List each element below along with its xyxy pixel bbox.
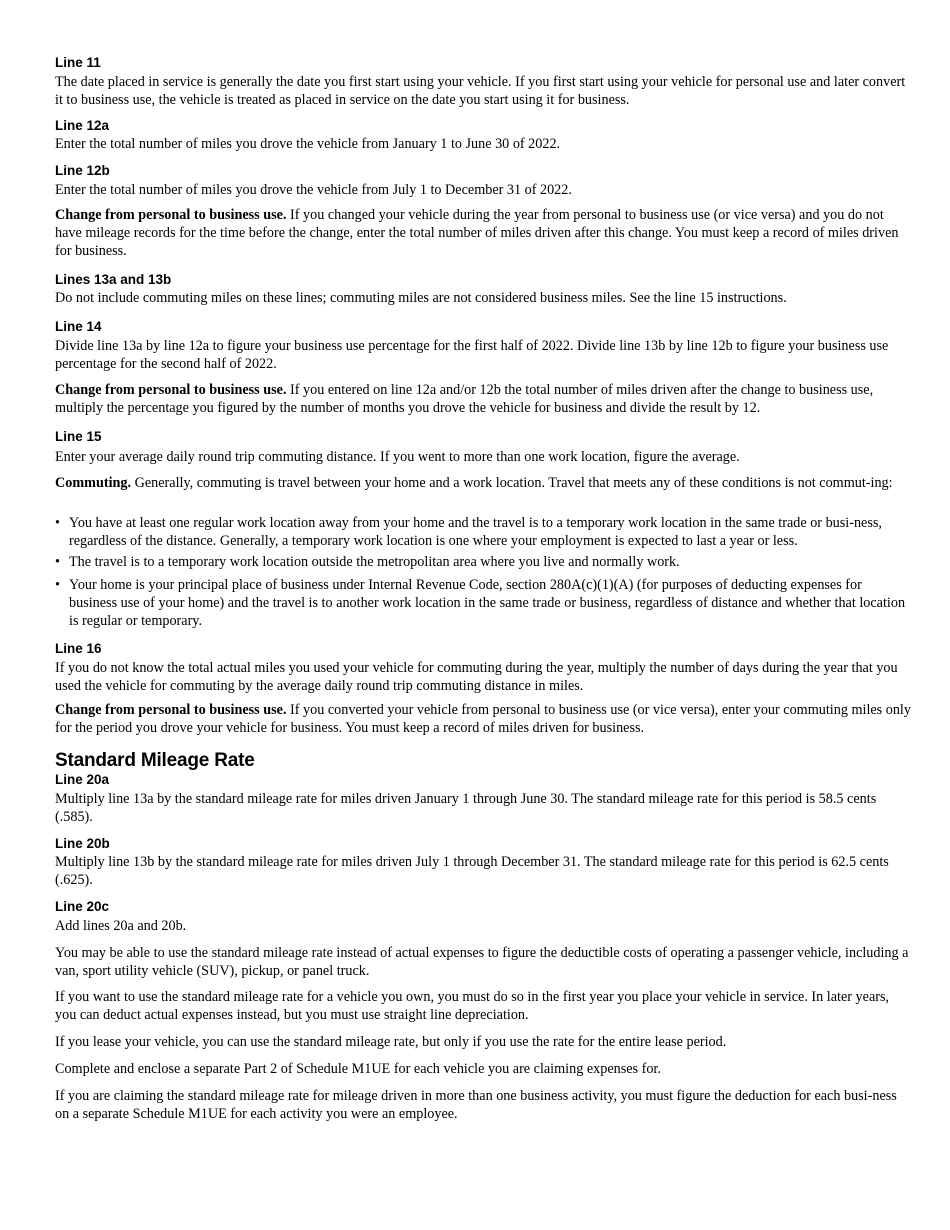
bullet-icon: • (55, 577, 60, 593)
paragraph-line-11: The date placed in service is generally the date you first start using your vehicle. If you first start using your vehicle for personal use and later convert it to business use, the vehicle is treated as placed in service on the date you start using it for business. (55, 74, 906, 108)
bullet-icon: • (55, 554, 60, 570)
paragraph: You may be able to use the standard mileage rate instead of actual expenses to figure the deductible costs of operating a passenger vehicle, including a van, sport utility vehicle (SUV), pickup, or panel truck. (55, 945, 909, 979)
heading-lines-13: Lines 13a and 13b (55, 272, 172, 287)
heading-line-20a: Line 20a (55, 772, 110, 787)
note-line-14 (55, 381, 911, 417)
note-label: Commuting. (55, 475, 132, 491)
paragraph-line-20c: Add lines 20a and 20b. (55, 918, 187, 934)
list-item (55, 553, 911, 571)
list-item (55, 514, 911, 550)
note-label: Change from personal to business use. (55, 207, 287, 223)
paragraph: If you want to use the standard mileage rate for a vehicle you own, you must do so in the first year you place your vehicle in service. In later years, you can deduct actual expenses instead, but you must use straight line depreciation. (55, 989, 890, 1023)
bullet-icon: • (55, 515, 60, 531)
paragraph: Complete and enclose a separate Part 2 of Schedule M1UE for each vehicle you are claiming expenses for. (55, 1061, 661, 1077)
note-text: If you entered on line 12a and/or 12b the total number of miles driven after the change to business use, multiply the percentage you figured by the number of months you drove the vehicle for business and divide the result by 12. (55, 382, 874, 416)
note-label: Change from personal to business use. (55, 382, 287, 398)
paragraph-lines-13: Do not include commuting miles on these lines; commuting miles are not considered business miles. See the line 15 instructions. (55, 290, 787, 306)
heading-line-20c: Line 20c (55, 899, 110, 914)
note-text: If you changed your vehicle during the year from personal to business use (or vice versa) and you do not have mileage records for the time before the change, enter the total number of miles driven after this change. You must keep a record of miles driven for business. (55, 207, 899, 259)
paragraph-line-14: Divide line 13a by line 12a to figure your business use percentage for the first half of 2022. Divide line 13b by line 12b to figure your business use percentage for the second half of 2022. (55, 338, 889, 372)
list-item (55, 576, 911, 630)
heading-line-11: Line 11 (55, 55, 101, 70)
heading-standard-mileage-rate: Standard Mileage Rate (55, 750, 255, 771)
note-label: Change from personal to business use. (55, 702, 287, 718)
list-item-text: You have at least one regular work location away from your home and the travel is to a temporary work location in the same trade or busi-ness, regardless of the distance. Generally, a temporary work location is one where your employment is expected to last a year or less. (69, 515, 882, 549)
paragraph-line-16: If you do not know the total actual miles you used your vehicle for commuting during the year, multiply the number of days during the year that you used the vehicle for commuting by the average daily round trip commuting distance in miles. (55, 660, 898, 694)
paragraph-line-20a: Multiply line 13a by the standard mileage rate for miles driven January 1 through June 30. The standard mileage rate for this period is 58.5 cents (.585). (55, 791, 877, 825)
heading-line-15: Line 15 (55, 429, 102, 444)
note-text: Generally, commuting is travel between your home and a work location. Travel that meets any of these conditions is not commut-ing: (131, 475, 893, 491)
note-commuting (55, 474, 911, 492)
paragraph-line-12b: Enter the total number of miles you drove the vehicle from July 1 to December 31 of 2022. (55, 182, 572, 198)
paragraph-line-12a: Enter the total number of miles you drove the vehicle from January 1 to June 30 of 2022. (55, 136, 561, 152)
list-item-text: The travel is to a temporary work location outside the metropolitan area where you live and normally work. (69, 554, 680, 570)
note-line-12b (55, 206, 911, 260)
note-line-16 (55, 701, 911, 737)
paragraph-line-15: Enter your average daily round trip commuting distance. If you went to more than one work location, figure the average. (55, 449, 740, 465)
paragraph: If you lease your vehicle, you can use the standard mileage rate, but only if you use the rate for the entire lease period. (55, 1034, 727, 1050)
heading-line-12b: Line 12b (55, 163, 110, 178)
heading-line-16: Line 16 (55, 641, 102, 656)
list-item-text: Your home is your principal place of business under Internal Revenue Code, section 280A(c)(1)(A) (for purposes of deducting expenses for business use of your home) and the travel is to another work location in the same trade or business, regardless of distance and whether that location is regular or temporary. (69, 577, 906, 629)
paragraph-line-20b: Multiply line 13b by the standard mileage rate for miles driven July 1 through December 31. The standard mileage rate for this period is 62.5 cents (.625). (55, 854, 889, 888)
note-text: If you converted your vehicle from personal to business use (or vice versa), enter your commuting miles only for the period you drove your vehicle for business. You must keep a record of miles driven for business. (55, 702, 911, 736)
heading-line-12a: Line 12a (55, 118, 110, 133)
heading-line-14: Line 14 (55, 319, 102, 334)
paragraph: If you are claiming the standard mileage rate for mileage driven in more than one business activity, you must figure the deduction for each busi-ness on a separate Schedule M1UE for each activity you were an employee. (55, 1088, 897, 1122)
heading-line-20b: Line 20b (55, 836, 110, 851)
